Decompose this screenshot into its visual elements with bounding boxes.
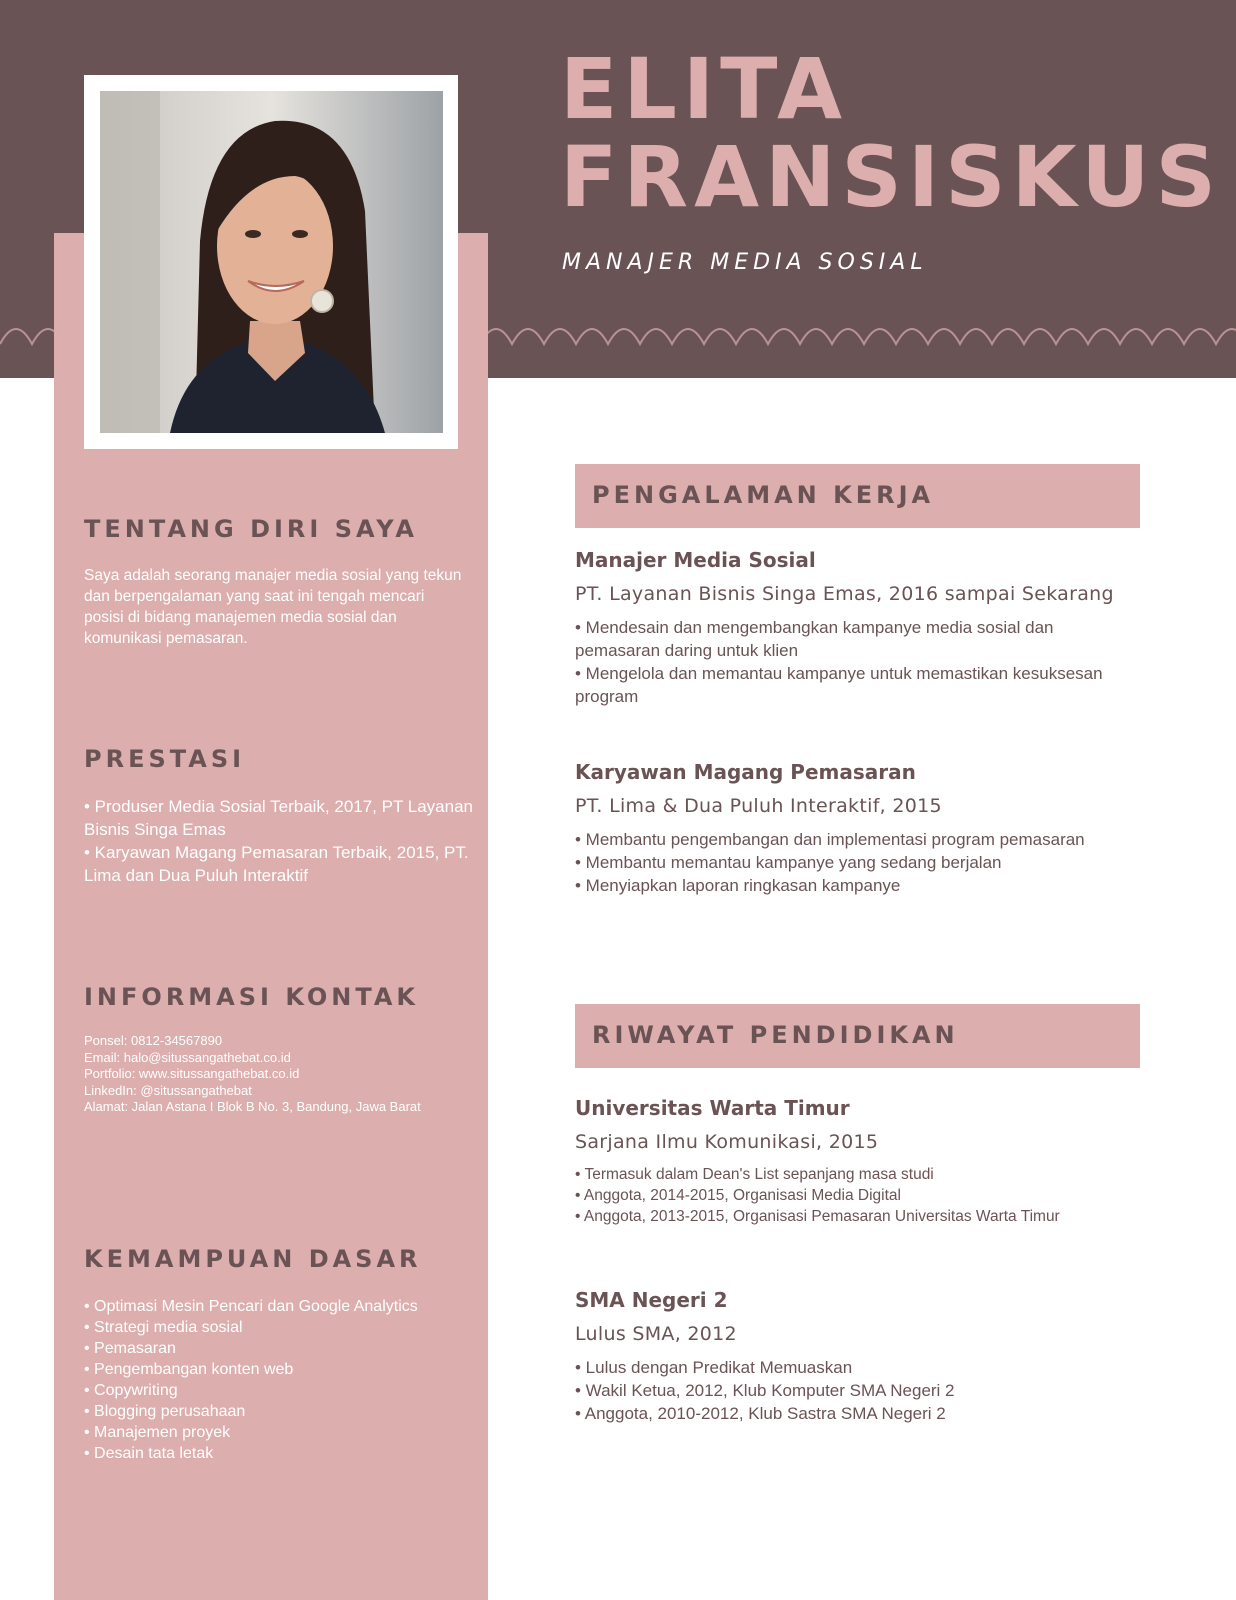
contact-address: Alamat: Jalan Astana I Blok B No. 3, Bandung, Jawa Barat	[84, 1099, 421, 1114]
school-notes	[575, 1356, 1135, 1425]
job-duties	[575, 616, 1135, 708]
contact-email: Email: halo@situssangathebat.co.id	[84, 1049, 291, 1065]
list-item: • Lulus dengan Predikat Memuaskan	[575, 1358, 853, 1377]
list-item: • Mendesain dan mengembangkan kampanye media sosial dan pemasaran daring untuk klien	[575, 618, 1054, 660]
list-item: • Karyawan Magang Pemasaran Terbaik, 2015, PT. Lima dan Dua Puluh Interaktif	[84, 843, 469, 885]
contact-linkedin: LinkedIn: @situssangathebat	[84, 1082, 252, 1098]
list-item: • Manajemen proyek	[84, 1424, 231, 1441]
education-heading-bar	[575, 1004, 1140, 1068]
list-item: • Anggota, 2014-2015, Organisasi Media Digital	[575, 1187, 901, 1204]
last-name: FRANSISKUS	[560, 128, 1222, 226]
school-degree: Sarjana Ilmu Komunikasi, 2015	[575, 1131, 879, 1153]
experience-heading: PENGALAMAN KERJA	[592, 481, 935, 509]
school-notes	[575, 1164, 1135, 1227]
list-item: • Membantu memantau kampanye yang sedang berjalan	[575, 853, 1002, 872]
contact-heading: INFORMASI KONTAK	[84, 983, 420, 1011]
list-item: • Pemasaran	[84, 1340, 176, 1357]
job-title: Karyawan Magang Pemasaran	[575, 760, 916, 784]
full-name	[560, 40, 1222, 226]
contact-portfolio: Portfolio: www.situssangathebat.co.id	[84, 1066, 300, 1081]
experience-heading-bar	[575, 464, 1140, 528]
school-degree: Lulus SMA, 2012	[575, 1323, 737, 1345]
list-item: • Termasuk dalam Dean's List sepanjang masa studi	[575, 1166, 934, 1183]
list-item: • Mengelola dan memantau kampanye untuk memastikan kesuksesan program	[575, 664, 1103, 706]
job-role: MANAJER MEDIA SOSIAL	[562, 250, 928, 275]
job-company: PT. Layanan Bisnis Singa Emas, 2016 sampai Sekarang	[575, 583, 1114, 605]
job-title: Manajer Media Sosial	[575, 548, 816, 572]
school-name: Universitas Warta Timur	[575, 1096, 850, 1120]
list-item: • Anggota, 2013-2015, Organisasi Pemasaran Universitas Warta Timur	[575, 1208, 1060, 1225]
list-item: • Desain tata letak	[84, 1445, 214, 1462]
achievements-heading: PRESTASI	[84, 745, 246, 773]
list-item: • Wakil Ketua, 2012, Klub Komputer SMA Negeri 2	[575, 1381, 955, 1400]
profile-photo	[100, 91, 443, 433]
list-item: • Menyiapkan laporan ringkasan kampanye	[575, 876, 901, 895]
contact-list	[84, 1033, 474, 1116]
job-company: PT. Lima & Dua Puluh Interaktif, 2015	[575, 795, 942, 817]
school-name: SMA Negeri 2	[575, 1288, 728, 1312]
list-item: • Pengembangan konten web	[84, 1361, 294, 1378]
first-name: ELITA	[560, 40, 848, 138]
contact-phone: Ponsel: 0812-34567890	[84, 1033, 223, 1048]
about-text: Saya adalah seorang manajer media sosial yang tekun dan berpengalaman yang saat ini tengah mencari posisi di bidang manajemen media sosial dan komunikasi pemasaran.	[84, 567, 462, 647]
list-item: • Membantu pengembangan dan implementasi program pemasaran	[575, 830, 1085, 849]
education-heading: RIWAYAT PENDIDIKAN	[592, 1021, 959, 1049]
about-heading: TENTANG DIRI SAYA	[84, 515, 418, 543]
list-item: • Optimasi Mesin Pencari dan Google Analytics	[84, 1298, 418, 1315]
list-item: • Produser Media Sosial Terbaik, 2017, PT Layanan Bisnis Singa Emas	[84, 797, 473, 839]
achievements-list	[84, 795, 474, 887]
list-item: • Strategi media sosial	[84, 1319, 243, 1336]
list-item: • Copywriting	[84, 1382, 178, 1399]
skills-heading: KEMAMPUAN DASAR	[84, 1245, 422, 1273]
job-duties	[575, 828, 1135, 897]
list-item: • Blogging perusahaan	[84, 1403, 246, 1420]
list-item: • Anggota, 2010-2012, Klub Sastra SMA Negeri 2	[575, 1404, 946, 1423]
skills-list	[84, 1296, 474, 1464]
